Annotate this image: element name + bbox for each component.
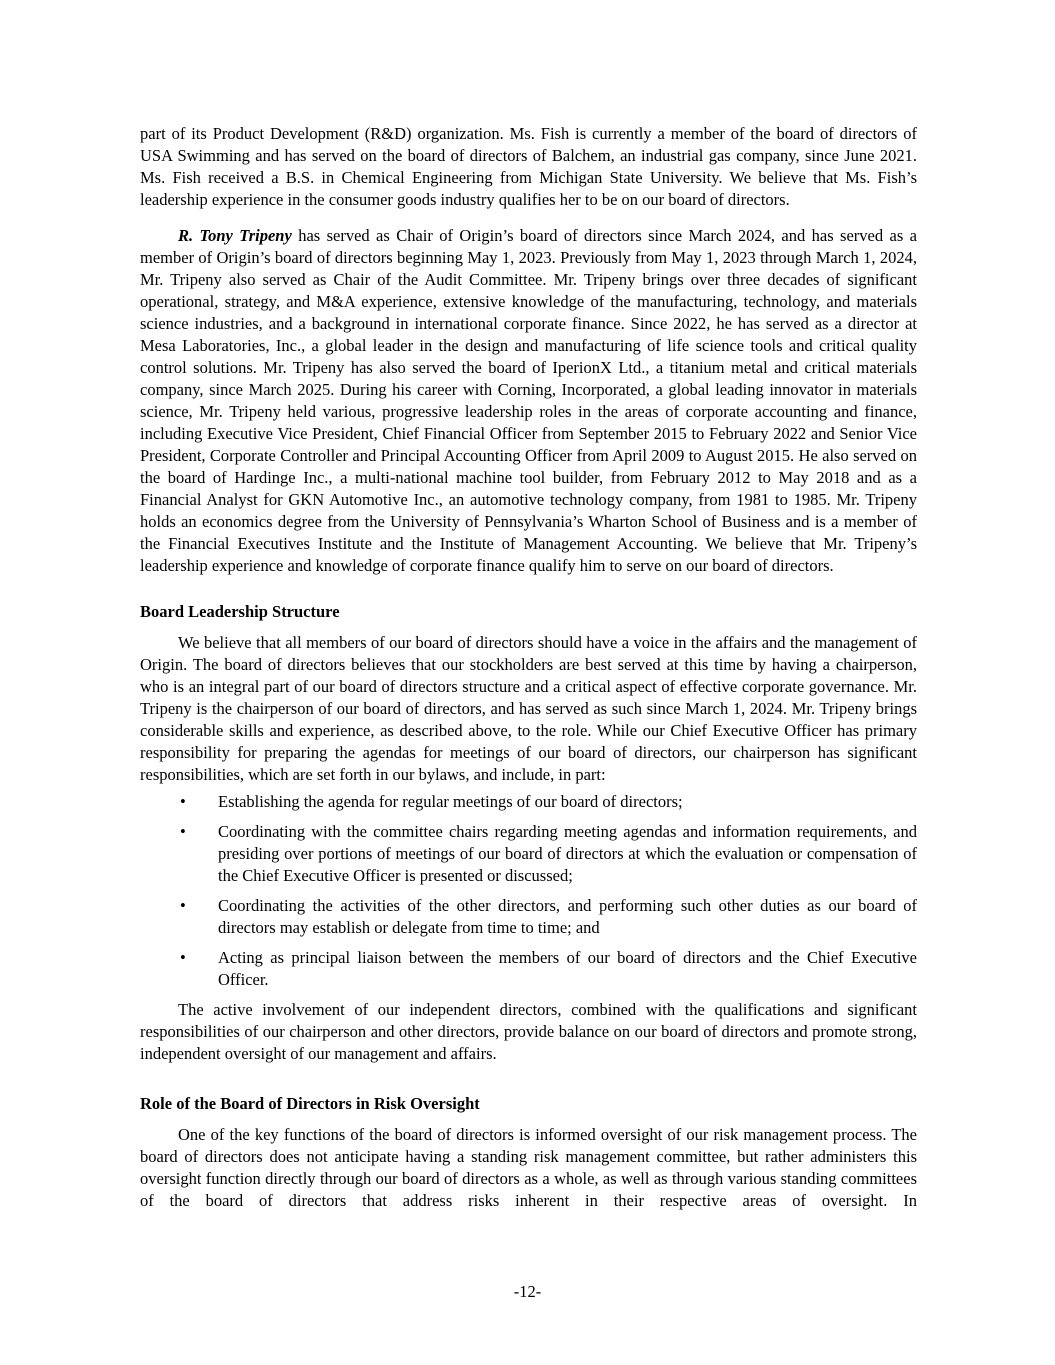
paragraph-independent-directors: The active involvement of our independent directors, combined with the qualifications and significant responsibilities of our chairperson and other directors, provide balance on our board of directors and promote strong, independent oversight of our management and affairs. — [140, 1000, 917, 1063]
list-item-agenda — [180, 791, 917, 813]
bullet-text-coordinating-activities: Coordinating the activities of the other directors, and performing such other duties as our board of directors may establish or delegate from time to time; and — [218, 896, 917, 937]
paragraph-leadership-intro: We believe that all members of our board of directors should have a voice in the affairs and the management of Origin. The board of directors believes that our stockholders are best served at this time by having a chairperson, who is an integral part of our board of directors structure and a critical aspect of effective corporate governance. Mr. Tripeny is the chairperson of our board of directors, and has served as such since March 1, 2024. Mr. Tripeny brings considerable skills and experience, as described above, to the role. While our Chief Executive Officer has primary responsibility for preparing the agendas for meetings of our board of directors, our chairperson has significant responsibilities, which are set forth in our bylaws, and include, in part: — [140, 633, 917, 784]
bullet-icon: • — [180, 792, 186, 811]
paragraph-tripeny-bio — [140, 225, 917, 577]
bullet-icon: • — [180, 896, 186, 915]
heading-board-leadership-structure: Board Leadership Structure — [140, 602, 340, 621]
heading-risk-oversight: Role of the Board of Directors in Risk Oversight — [140, 1094, 480, 1113]
bullet-text-coordinating-chairs: Coordinating with the committee chairs regarding meeting agendas and information requirements, and presiding over portions of meetings of our board of directors at which the evaluation or compensation of the Chief Executive Officer is presented or discussed; — [218, 822, 917, 885]
page-number: -12- — [513, 1282, 542, 1301]
bullet-text-liaison: Acting as principal liaison between the members of our board of directors and the Chief Executive Officer. — [218, 948, 917, 989]
paragraph-fish-bio: part of its Product Development (R&D) organization. Ms. Fish is currently a member of the board of directors of USA Swimming and has served on the board of directors of Balchem, an industrial gas company, since June 2021. Ms. Fish received a B.S. in Chemical Engineering from Michigan State University. We believe that Ms. Fish’s leadership experience in the consumer goods industry qualifies her to be on our board of directors. — [140, 124, 917, 209]
bullet-text-agenda: Establishing the agenda for regular meetings of our board of directors; — [218, 792, 683, 811]
list-item-coordinating-chairs — [180, 821, 917, 887]
paragraph-risk-oversight: One of the key functions of the board of directors is informed oversight of our risk management process. The board of directors does not anticipate having a standing risk management committee, but rather administers this oversight function directly through our board of directors as a whole, as well as through various standing committees of the board of directors that address risks inherent in their respective areas of oversight. In — [140, 1125, 917, 1210]
page-content — [140, 123, 917, 1212]
bullet-icon: • — [180, 948, 186, 967]
list-item-coordinating-activities — [180, 895, 917, 939]
bullet-icon: • — [180, 822, 186, 841]
list-item-liaison — [180, 947, 917, 991]
paragraph-tripeny-text: has served as Chair of Origin’s board of directors since March 2024, and has served as a member of Origin’s board of directors beginning May 1, 2023. Previously from May 1, 2023 through March 1, 2024, Mr. Tripeny also served as Chair of the Audit Committee. Mr. Tripeny brings over three decades of significant operational, strategy, and M&A experience, extensive knowledge of the manufacturing, technology, and materials science industries, and a background in international corporate finance. Since 2022, he has served as a director at Mesa Laboratories, Inc., a global leader in the design and manufacturing of life science tools and critical quality control solutions. Mr. Tripeny has also served the board of IperionX Ltd., a titanium metal and critical materials company, since March 2025. During his career with Corning, Incorporated, a global leading innovator in materials science, Mr. Tripeny held various, progressive leadership roles in the areas of corporate accounting and finance, including Executive Vice President, Chief Financial Officer from September 2015 to February 2022 and Senior Vice President, Corporate Controller and Principal Accounting Officer from April 2009 to August 2015. He also served on the board of Hardinge Inc., a multi-national machine tool builder, from February 2012 to May 2018 and as a Financial Analyst for GKN Automotive Inc., an automotive technology company, from 1981 to 1985. Mr. Tripeny holds an economics degree from the University of Pennsylvania’s Wharton School of Business and is a member of the Financial Executives Institute and the Institute of Management Accounting. We believe that Mr. Tripeny’s leadership experience and knowledge of corporate finance qualify him to serve on our board of directors. — [140, 226, 917, 575]
director-name: R. Tony Tripeny — [178, 226, 292, 245]
